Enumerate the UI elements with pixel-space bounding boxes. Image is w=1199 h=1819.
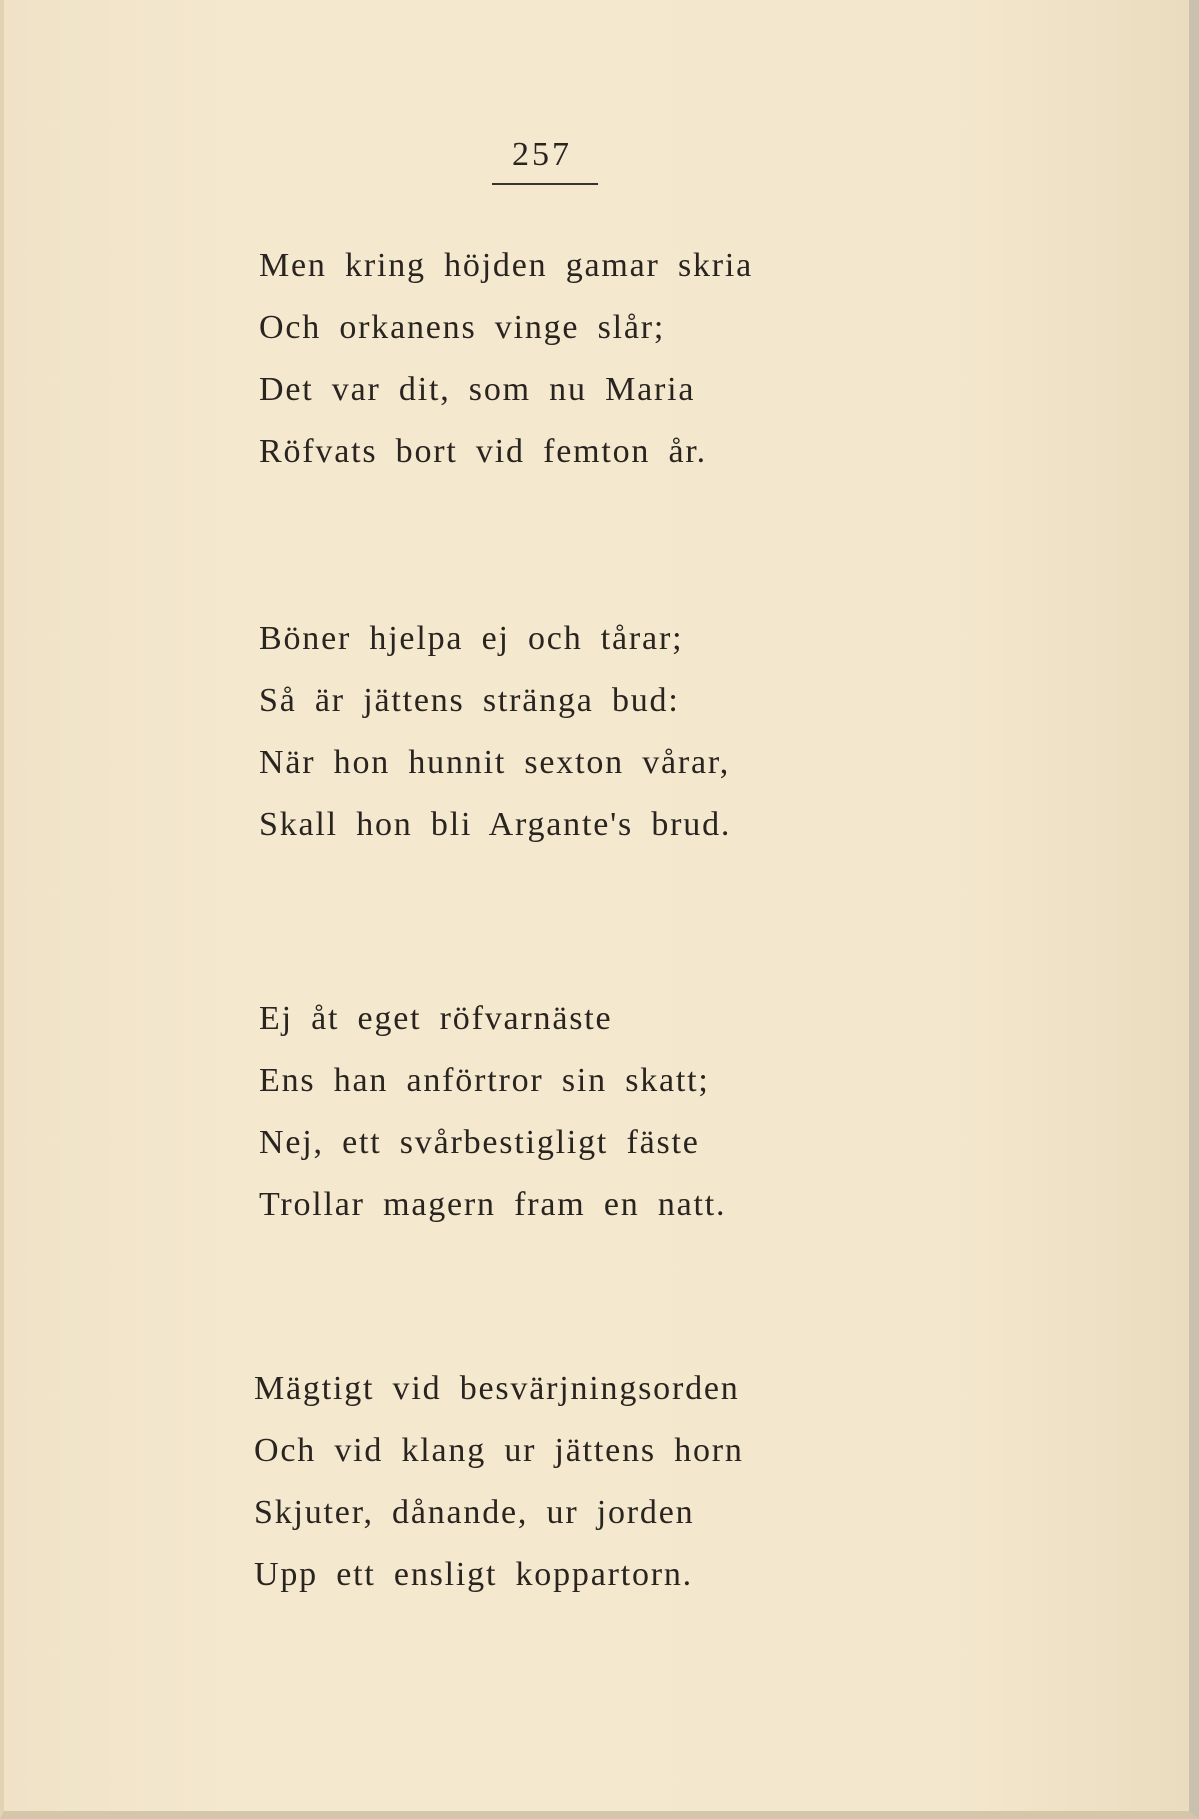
verse-line: Men kring höjden gamar skria bbox=[259, 247, 754, 284]
verse-line: Upp ett ensligt koppartorn. bbox=[254, 1556, 693, 1593]
verse-line: När hon hunnit sexton vårar, bbox=[259, 744, 730, 781]
verse-line: Skjuter, dånande, ur jorden bbox=[254, 1494, 695, 1531]
stanza-3 bbox=[259, 988, 859, 1236]
verse-line: Böner hjelpa ej och tårar; bbox=[259, 620, 684, 657]
stanza-4 bbox=[254, 1358, 854, 1606]
page-number-rule bbox=[492, 183, 598, 185]
stanza-1 bbox=[259, 235, 859, 483]
verse-line: Ej åt eget röfvarnäste bbox=[259, 1000, 613, 1037]
verse-line: Och orkanens vinge slår; bbox=[259, 309, 666, 346]
page-number: 257 bbox=[512, 136, 572, 173]
verse-line: Röfvats bort vid femton år. bbox=[259, 433, 707, 470]
verse-line: Skall hon bli Argante's brud. bbox=[259, 806, 732, 843]
verse-line: Mägtigt vid besvärjningsorden bbox=[254, 1370, 740, 1407]
verse-line: Trollar magern fram en natt. bbox=[259, 1186, 727, 1223]
verse-line: Det var dit, som nu Maria bbox=[259, 371, 696, 408]
verse-line: Nej, ett svårbestigligt fäste bbox=[259, 1124, 700, 1161]
verse-line: Ens han anförtror sin skatt; bbox=[259, 1062, 710, 1099]
stanza-2 bbox=[259, 608, 859, 856]
verse-line: Så är jättens stränga bud: bbox=[259, 682, 680, 719]
verse-line: Och vid klang ur jättens horn bbox=[254, 1432, 744, 1469]
